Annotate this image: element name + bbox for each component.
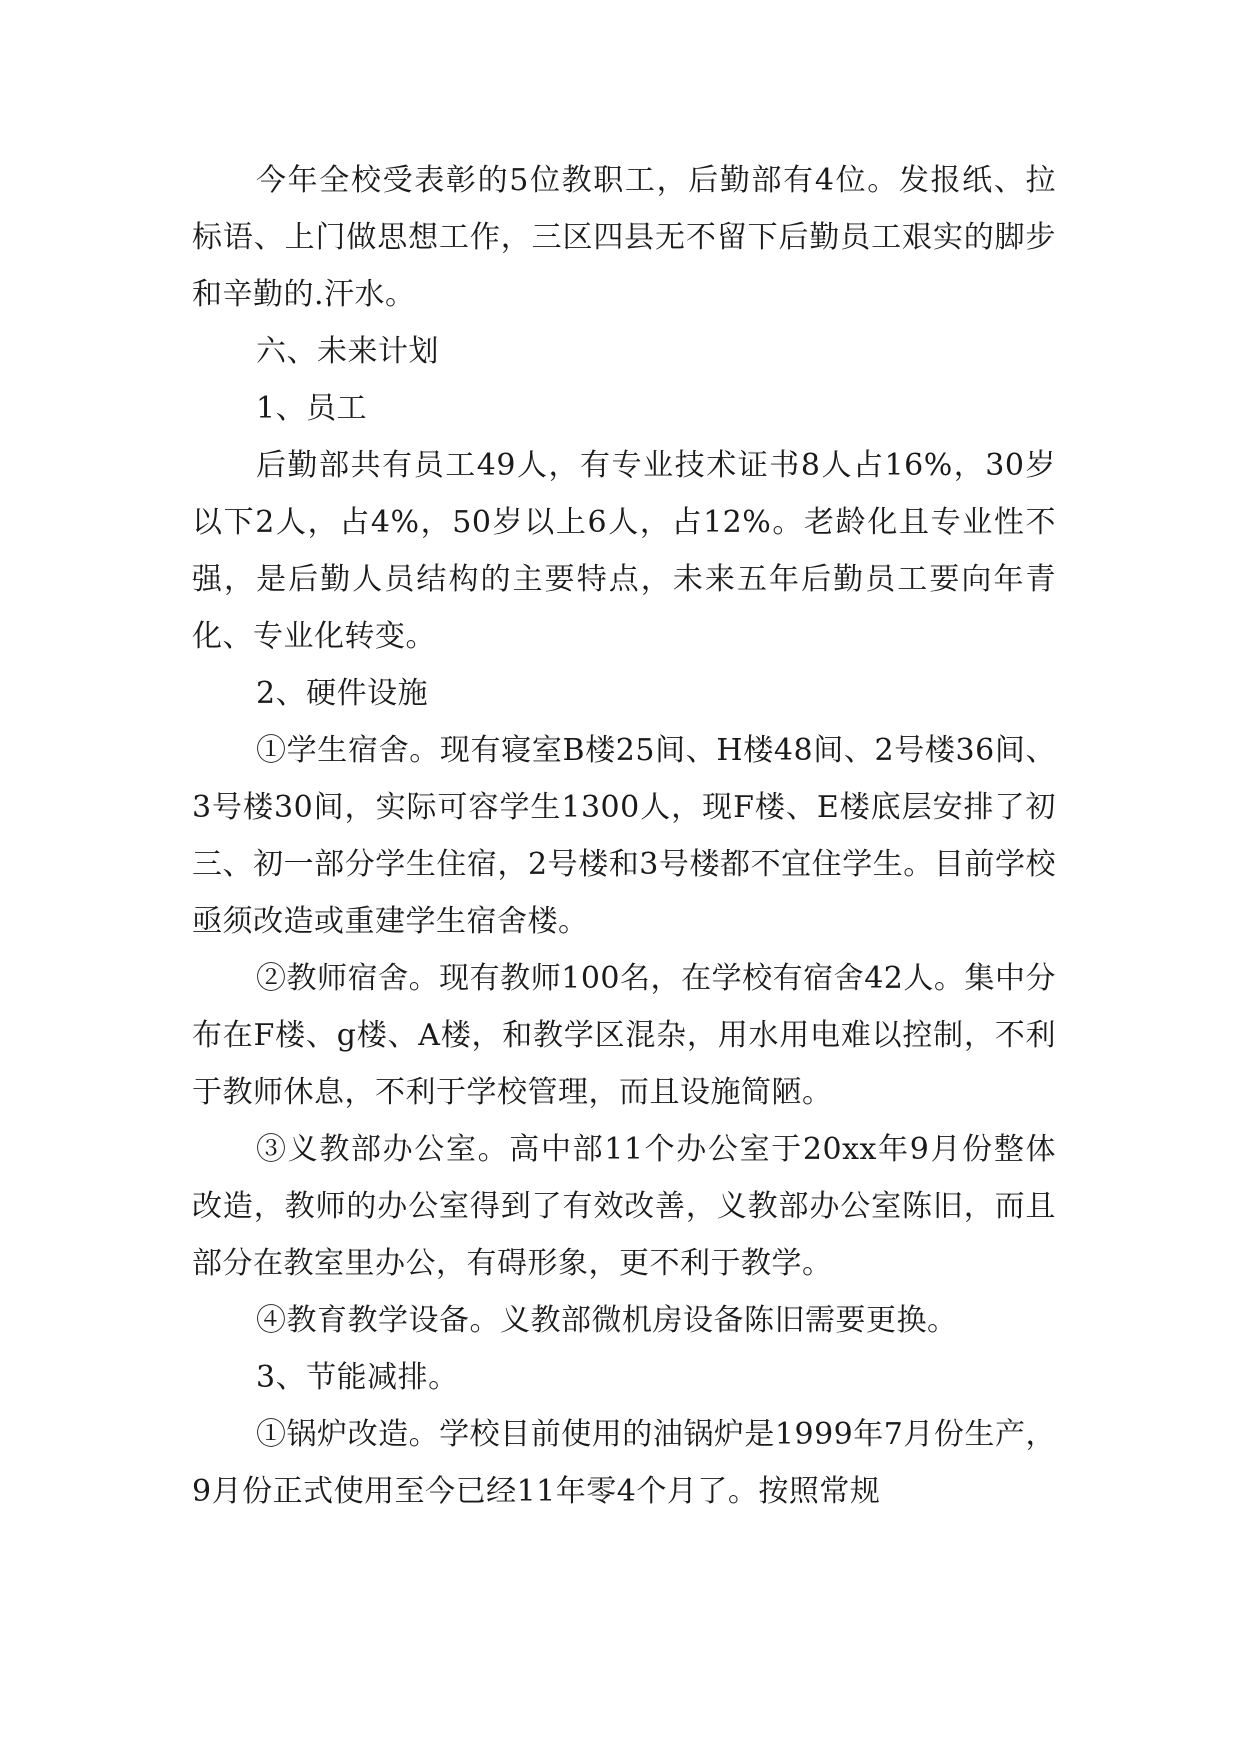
heading-facilities: 2、硬件设施 (256, 676, 429, 711)
paragraph-staff: 后勤部共有员工49人，有专业技术证书8人占16%，30岁以下2人，占4%，50岁以上6人，占12%。老龄化且专业性不强，是后勤人员结构的主要特点，未来五年后勤员工要向年青化、专业化转变。 (192, 448, 1056, 654)
paragraph-commendation: 今年全校受表彰的5位教职工，后勤部有4位。发报纸、拉标语、上门做思想工作，三区四县无不留下后勤员工艰实的脚步和辛勤的.汗水。 (192, 163, 1056, 312)
paragraph-boiler: ①锅炉改造。学校目前使用的油锅炉是1999年7月份生产，9月份正式使用至今已经11年零4个月了。按照常规 (192, 1417, 1056, 1509)
heading-staff: 1、员工 (256, 391, 368, 426)
paragraph-equipment: ④教育教学设备。义教部微机房设备陈旧需要更换。 (256, 1303, 958, 1338)
paragraph-student-dorm: ①学生宿舍。现有寝室B楼25间、H楼48间、2号楼36间、3号楼30间，实际可容学生1300人，现F楼、E楼底层安排了初三、初一部分学生住宿，2号楼和3号楼都不宜住学生。目前学校亟须改造或重建学生宿舍楼。 (192, 733, 1056, 939)
document-body (192, 152, 1056, 1520)
heading-energy-saving: 3、节能减排。 (256, 1360, 459, 1395)
paragraph-teacher-dorm: ②教师宿舍。现有教师100名，在学校有宿舍42人。集中分布在F楼、g楼、A楼，和教学区混杂，用水用电难以控制，不利于教师休息，不利于学校管理，而且设施简陋。 (192, 961, 1056, 1110)
heading-future-plan: 六、未来计划 (256, 334, 439, 369)
paragraph-office: ③义教部办公室。高中部11个办公室于20xx年9月份整体改造，教师的办公室得到了有效改善，义教部办公室陈旧，而且部分在教室里办公，有碍形象，更不利于教学。 (192, 1132, 1056, 1281)
